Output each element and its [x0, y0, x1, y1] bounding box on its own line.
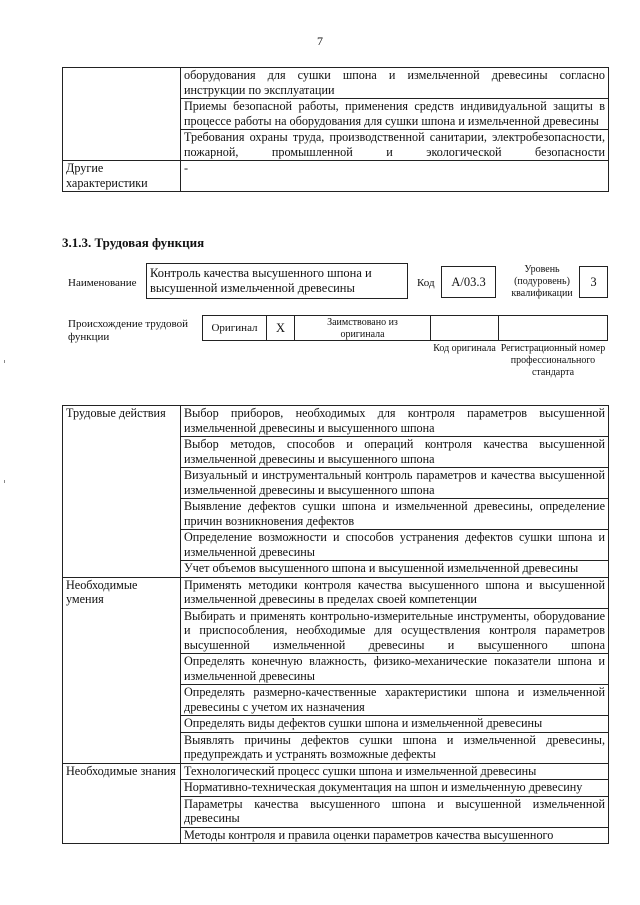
row-item: Учет объемов высушенного шпона и высушенной измельченной древесины: [181, 561, 609, 578]
row-item: Технологический процесс сушки шпона и измельченной древесины: [181, 763, 609, 780]
name-label: Наименование: [68, 277, 137, 289]
row-item: Выбирать и применять контрольно-измерительные инструменты, оборудование и приспособления, необходимые для осуществления контроля параметров высушенной измельченной древесины и высушенного шпона: [181, 608, 609, 654]
level-label: Уровень (подуровень) квалификации: [511, 264, 573, 299]
borrowed-cell: [294, 315, 431, 341]
row-item: Выбор приборов, необходимых для контроля параметров высушенной измельченной древесины и высушенного шпона: [181, 406, 609, 437]
row-item: Определять виды дефектов сушки шпона и измельченной древесины: [181, 716, 609, 733]
row-item: Определение возможности и способов устранения дефектов сушки шпона и измельченной древесины: [181, 530, 609, 561]
row-item: Определять размерно-качественные характеристики шпона и измельченной древесины с учетом их назначения: [181, 685, 609, 716]
table-row: [63, 406, 609, 437]
row-label: [63, 68, 181, 161]
margin-mark: [4, 360, 5, 363]
row-item: Приемы безопасной работы, применения средств индивидуальной защиты в процессе работы на оборудования для сушки шпона и измельченной древесины: [181, 99, 609, 130]
row-label: Другие характеристики: [63, 161, 181, 192]
row-label: Необходимые умения: [63, 577, 181, 763]
function-code-value: А/03.3: [441, 266, 496, 298]
requirements-table-continuation: [62, 67, 609, 192]
row-item: Выявлять причины дефектов сушки шпона и измельченной древесины, предупреждать и устранять возможные дефекты: [181, 732, 609, 763]
code-original-cell: [430, 315, 499, 341]
page-number: 7: [317, 34, 323, 48]
row-item: -: [181, 161, 609, 192]
margin-mark: [4, 480, 5, 483]
origin-label: Происхождение трудовой функции: [68, 318, 189, 343]
section-title: 3.1.3. Трудовая функция: [62, 235, 205, 250]
reg-number-label: Регистрационный номер профессионального стандарта: [500, 343, 606, 378]
row-item: Применять методики контроля качества высушенного шпона и высушенной измельченной древесины в пределах своей компетенции: [181, 577, 609, 608]
row-item: Выбор методов, способов и операций контроля качества высушенной измельченной древесины и высушенного шпона: [181, 437, 609, 468]
table-row: [63, 161, 609, 192]
row-item: Требования охраны труда, производственной санитарии, электробезопасности, пожарной, промышленной и экологической безопасности: [181, 130, 609, 161]
qualification-level-value: 3: [579, 266, 608, 298]
code-original-label: Код оригинала: [433, 343, 496, 354]
row-item: Визуальный и инструментальный контроль параметров и качества высушенной измельченной древесины и высушенного шпона: [181, 468, 609, 499]
original-mark: Х: [266, 315, 295, 341]
row-item: Нормативно-техническая документация на шпон и измельченную древесину: [181, 780, 609, 797]
table-row: [63, 68, 609, 99]
row-item: Методы контроля и правила оценки параметров качества высушенного: [181, 827, 609, 844]
row-label: Необходимые знания: [63, 763, 181, 844]
table-row: [63, 763, 609, 780]
reg-number-cell: [498, 315, 608, 341]
code-label: Код: [417, 277, 435, 289]
row-item: оборудования для сушки шпона и измельченной древесины согласно инструкции по эксплуатации: [181, 68, 609, 99]
labor-function-table: [62, 405, 609, 844]
original-label: Оригинал: [202, 315, 267, 341]
row-label: Трудовые действия: [63, 406, 181, 578]
row-item: Определять конечную влажность, физико-механические показатели шпона и измельченной древесины: [181, 654, 609, 685]
row-item: Выявление дефектов сушки шпона и измельченной древесины, определение причин возникновения дефектов: [181, 499, 609, 530]
borrowed-label: Заимствовано из оригинала: [327, 317, 398, 340]
function-name-value: Контроль качества высушенного шпона и высушенной измельченной древесины: [146, 263, 408, 299]
row-item: Параметры качества высушенного шпона и высушенной измельченной древесины: [181, 796, 609, 827]
table-row: [63, 577, 609, 608]
